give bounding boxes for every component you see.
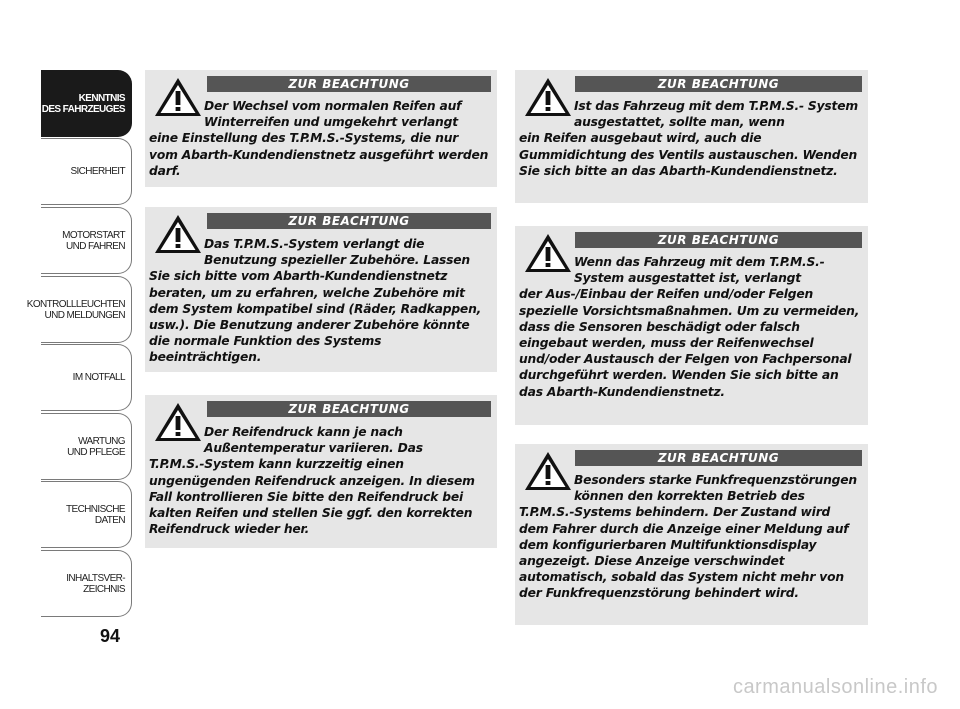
warning-text-body: der Aus-/Einbau der Reifen und/oder Felgen spezielle Vorsichtsmaßnahmen. Um zu vermeiden, dass die Sensoren beschädigt oder falsch eingebaut werden, muss der Reifenwechsel und/oder Austausch der Felgen von Fachpersonal durchgeführt werden. Wenden Sie sich bitte an das Abarth-Kundendienstnetz. (519, 287, 860, 399)
tab-motorstart-und-fahren[interactable]: MOTORSTART UND FAHREN (41, 207, 132, 274)
warning-text-body: T.P.M.S.-System kann kurzzeitig einen ungenügenden Reifendruck anzeigen. In diesem Fall kontrollieren Sie bitte den Reifendruck bei kalten Reifen und stellen Sie ggf. den korrekten Reifendruck wieder her. (149, 457, 475, 537)
warning-text-body: Sie sich bitte vom Abarth-Kundendienstnetz beraten, um zu erfahren, welche Zubehöre mit dem System kompatibel sind (Räder, Radkappen, usw.). Die Benutzung anderer Zubehöre könnte die normale Funktion des Systems beeinträchtigen. (149, 269, 482, 365)
tab-wartung-und-pflege[interactable]: WARTUNG UND PFLEGE (41, 413, 132, 480)
warning-text-body: ein Reifen ausgebaut wird, auch die Gummidichtung des Ventils austauschen. Wenden Sie sich bitte an das Abarth-Kundendienstnetz. (519, 131, 858, 178)
warning-box (515, 226, 868, 425)
warning-title: ZUR BEACHTUNG (207, 401, 491, 417)
warning-text-body: T.P.M.S.-Systems behindern. Der Zustand wird dem Fahrer durch die Anzeige einer Meldung auf dem konfigurierbaren Multifunktionsdisplay angezeigt. Diese Anzeige verschwindet automatisch, sobald das System nicht mehr von der Funkfrequenzstörung behindert wird. (519, 505, 849, 601)
warning-title: ZUR BEACHTUNG (207, 213, 491, 229)
warning-text (149, 236, 489, 366)
warning-text-intro: Der Reifendruck kann je nach Außentemperatur variieren. Das (204, 425, 423, 456)
warning-title: ZUR BEACHTUNG (575, 232, 862, 248)
warning-box (515, 444, 868, 625)
warning-box (145, 70, 497, 187)
tab-im-notfall[interactable]: IM NOTFALL (41, 344, 132, 411)
warning-text-intro: Das T.P.M.S.-System verlangt die Benutzung spezieller Zubehöre. Lassen (204, 237, 470, 268)
warning-box (145, 207, 497, 372)
warning-title: ZUR BEACHTUNG (207, 76, 491, 92)
warning-box (145, 395, 497, 548)
warning-text (519, 472, 860, 602)
warning-text-body: eine Einstellung des T.P.M.S.-Systems, die nur vom Abarth-Kundendienstnetz ausgeführt werden darf. (149, 131, 489, 178)
warning-text-intro: Ist das Fahrzeug mit dem T.P.M.S.- System ausgestattet, sollte man, wenn (574, 99, 858, 130)
watermark: carmanualsonline.info (732, 676, 938, 698)
tab-sicherheit[interactable]: SICHERHEIT (41, 138, 132, 205)
warning-text-intro: Wenn das Fahrzeug mit dem T.P.M.S.- System ausgestattet ist, verlangt (574, 255, 825, 286)
tab-kenntnis-des-fahrzeuges[interactable]: KENNTNIS DES FAHRZEUGES (41, 70, 132, 137)
page-number: 94 (100, 626, 121, 646)
tab-technische-daten[interactable]: TECHNISCHE DATEN (41, 481, 132, 548)
tab-inhaltsverzeichnis[interactable]: INHALTSVER- ZEICHNIS (41, 550, 132, 617)
warning-text-intro: Besonders starke Funkfrequenzstörungen können den korrekten Betrieb des (574, 473, 857, 504)
warning-title: ZUR BEACHTUNG (575, 76, 862, 92)
warning-box (515, 70, 868, 203)
warning-text (519, 254, 860, 400)
warning-title: ZUR BEACHTUNG (575, 450, 862, 466)
warning-text (149, 424, 489, 537)
tab-kontrollleuchten-und-meldungen[interactable]: KONTROLLLEUCHTEN UND MELDUNGEN (41, 276, 132, 343)
warning-text-intro: Der Wechsel vom normalen Reifen auf Winterreifen und umgekehrt verlangt (204, 99, 462, 130)
warning-text (149, 98, 489, 179)
warning-text (519, 98, 860, 179)
